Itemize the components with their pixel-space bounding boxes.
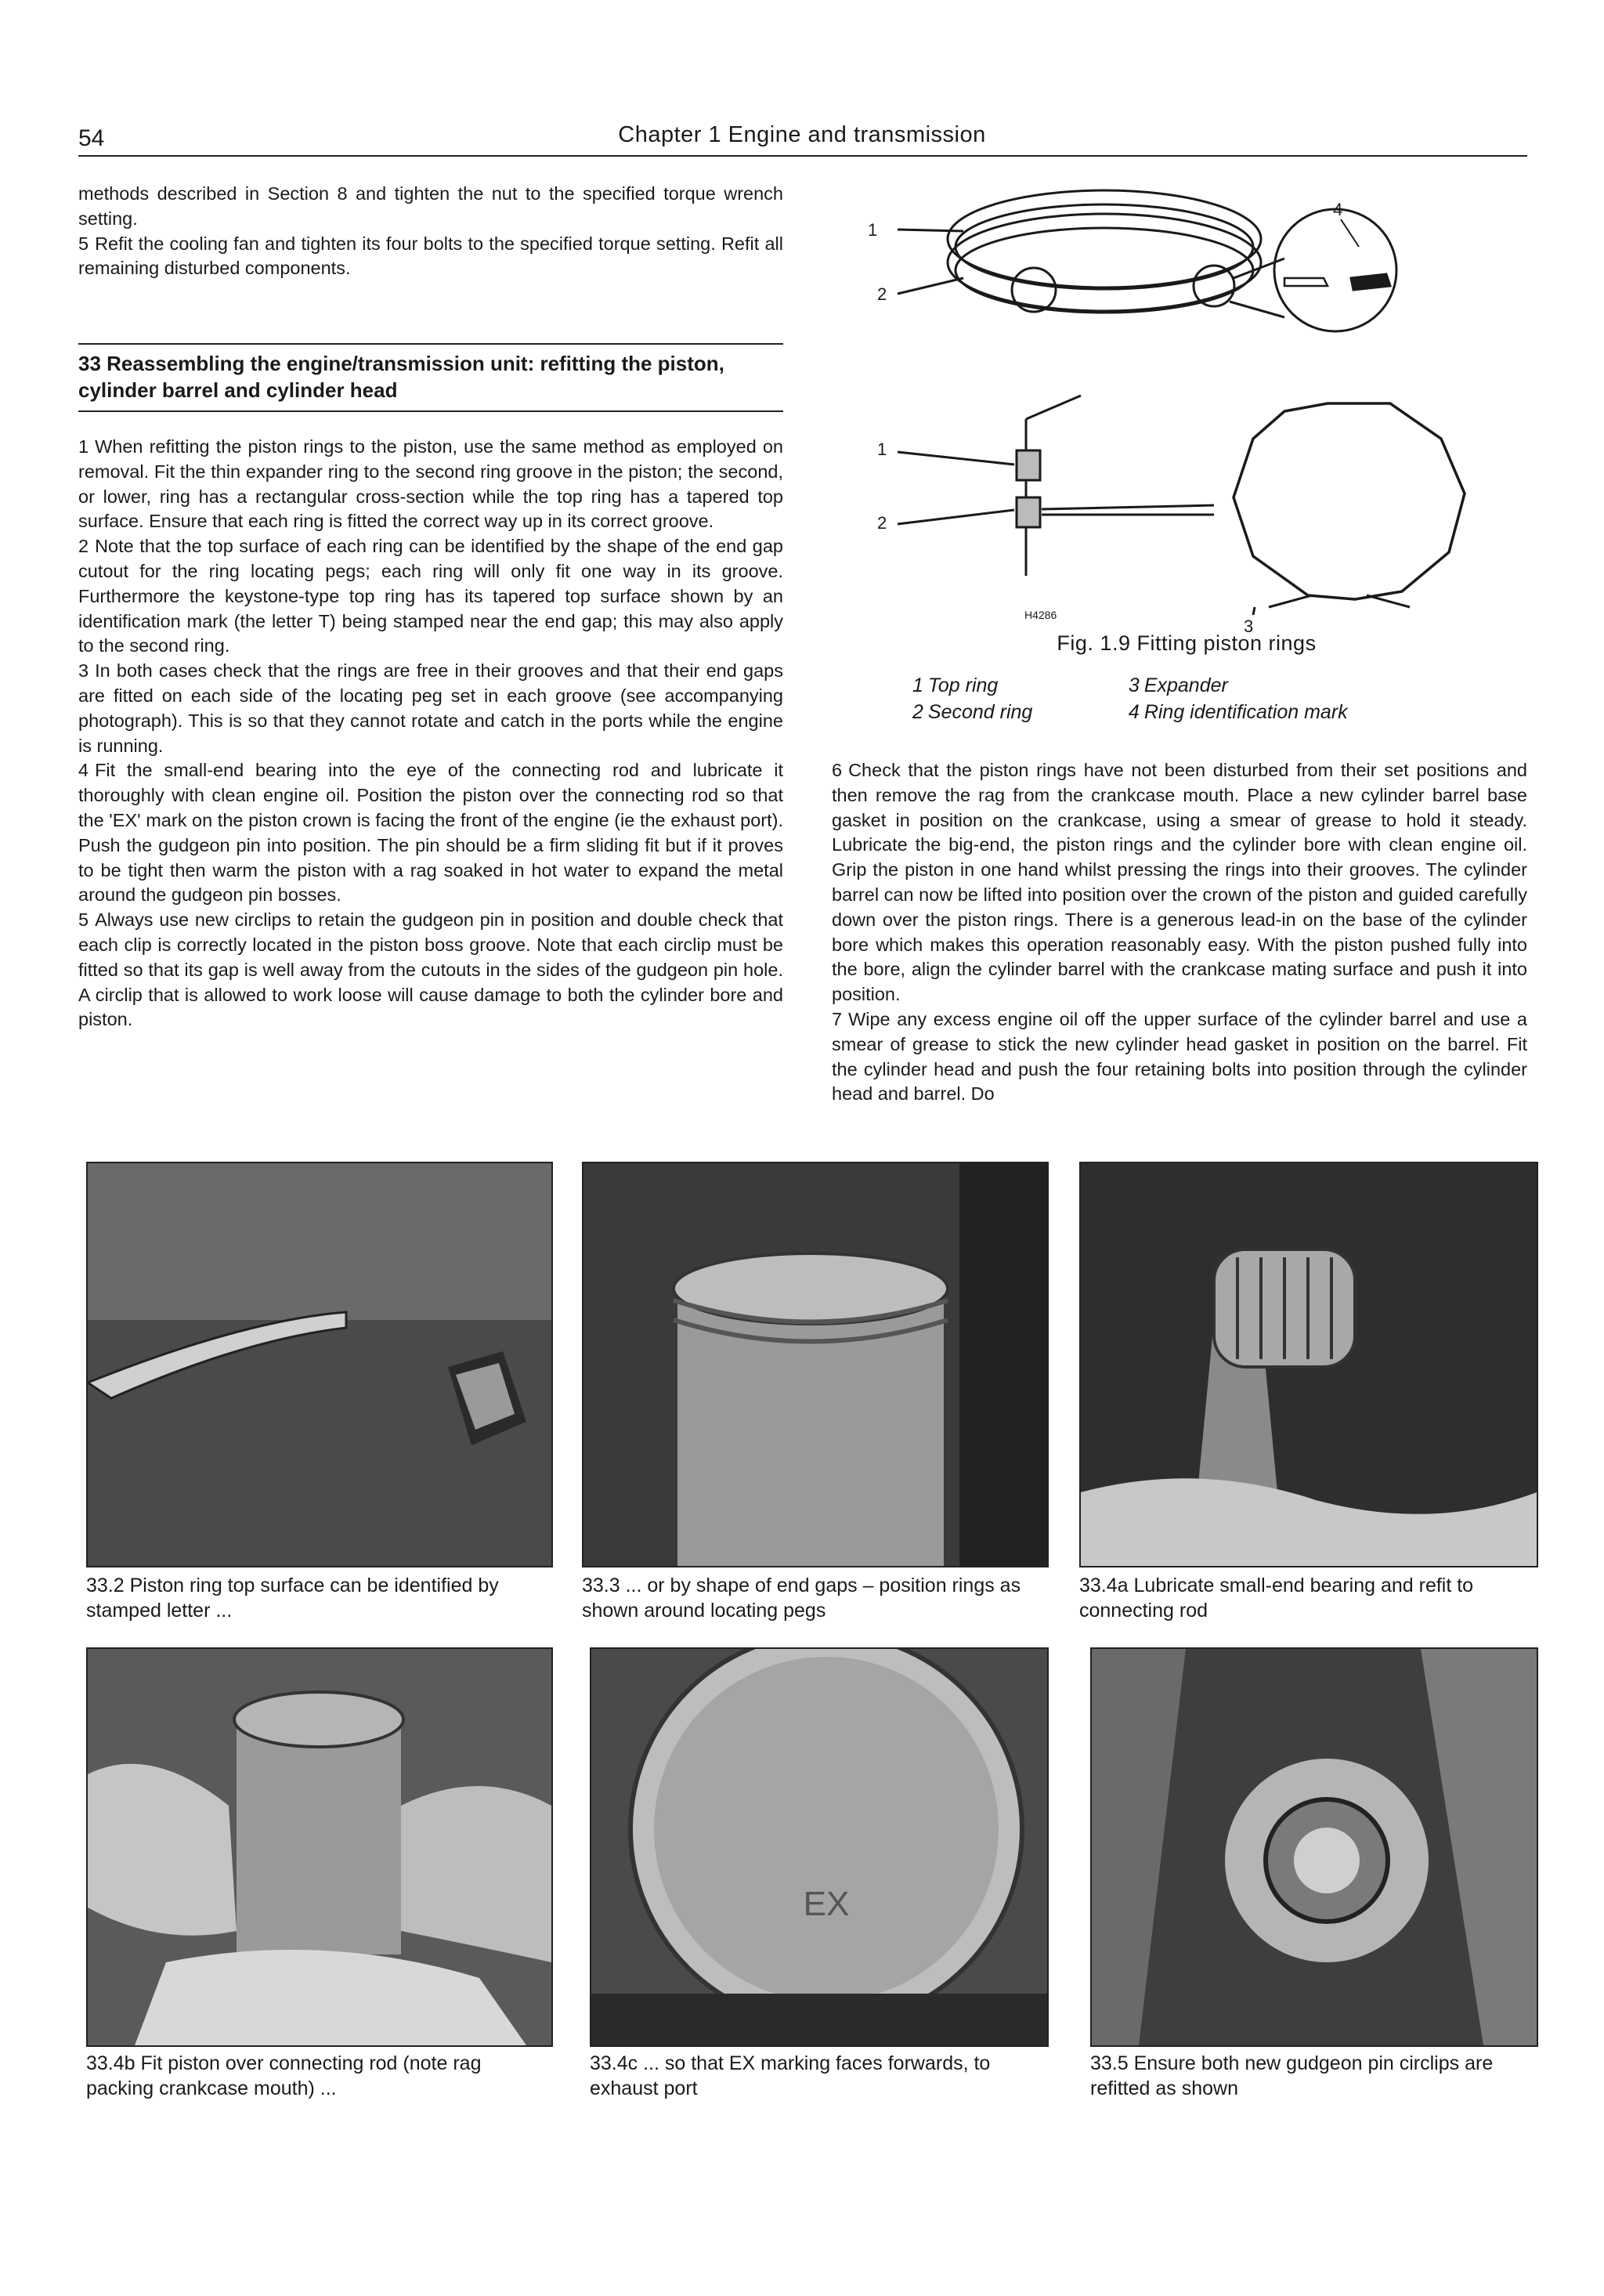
photo-33-4c (590, 1647, 1049, 2047)
section-title: 33 Reassembling the engine/transmission unit: refitting the piston, cylinder barrel and cylinder head (78, 352, 724, 402)
header-rule (78, 155, 1527, 157)
legend-num: 4 (1128, 701, 1140, 723)
legend-num: 2 (912, 701, 923, 723)
figure-caption: Fig. 1.9 Fitting piston rings (1057, 631, 1317, 655)
photo-33-4a (1079, 1162, 1538, 1567)
photo-33-5 (1090, 1647, 1538, 2047)
photo-33-4b (86, 1647, 553, 2047)
photo-caption-33-4c: 33.4c ... so that EX marking faces forwards, to exhaust port (590, 2052, 991, 2099)
callout-1-bottom: 1 (877, 439, 887, 459)
photo-caption-33-3: 33.3 ... or by shape of end gaps – position rings as shown around locating pegs (582, 1575, 1021, 1622)
legend-num: 1 (912, 674, 923, 696)
callout-1-top: 1 (868, 220, 878, 240)
right-column-text (832, 758, 1527, 1107)
section-paragraph: 4 Fit the small-end bearing into the eye of the connecting rod and lubricate it thoroughly with clean engine oil. Position the piston over the connecting rod so that the 'EX' mark on the piston crown is facing the front of the engine (ie the exhaust port). Push the gudgeon pin into position. The pin should be a firm sliding fit but if it proves to be tight then warm the piston with a rag soaked in hot water to expand the metal around the gudgeon pin bosses. (78, 760, 783, 906)
photo-caption-33-5: 33.5 Ensure both new gudgeon pin circlips are refitted as shown (1090, 2052, 1494, 2099)
callout-4: 4 (1333, 200, 1343, 219)
callout-2-top: 2 (877, 284, 887, 304)
figure-legend (912, 672, 1353, 725)
section-rule-top (78, 343, 783, 345)
chapter-title: Chapter 1 Engine and transmission (618, 122, 986, 147)
legend-label: Second ring (927, 701, 1033, 723)
callout-2-bottom: 2 (877, 513, 887, 533)
section-paragraph: 3 In both cases check that the rings are free in their grooves and that their end gaps are fitted on each side of the locating peg set in each groove (see accompanying photograph). This is so that they cannot rotate and catch in the ports while the engine is running. (78, 660, 783, 756)
page-number: 54 (78, 125, 105, 151)
section-rule-bottom (78, 410, 783, 412)
legend-label: Ring identification mark (1143, 701, 1348, 723)
section-paragraph: 1 When refitting the piston rings to the piston, use the same method as employed on removal. Fit the thin expander ring to the second ring groove in the piston; the second, or lower, ring has a rectangular cross-section while the top ring has a tapered top surface. Ensure that each ring is fitted the correct way up in its correct groove. (78, 436, 783, 532)
right-paragraph: 6 Check that the piston rings have not been disturbed from their set positions and then remove the rag from the crankcase mouth. Place a new cylinder barrel base gasket in position on the crankcase, using a smear of grease to hold it steady. Lubricate the big-end, the piston rings and the cylinder bore with clean engine oil. Grip the piston in one hand whilst pressing the rings into their grooves. The cylinder barrel can now be lifted into position over the crown of the piston and guided carefully down over the piston rings. There is a generous lead-in on the base of the cylinder bore which makes this operation reasonably easy. With the piston pushed fully into the bore, align the cylinder barrel with the crankcase mating surface and push it into position. (832, 760, 1527, 1005)
drawing-reference: H4286 (1024, 609, 1057, 621)
ex-mark: EX (803, 1885, 850, 1923)
intro-paragraph-5: 5 Refit the cooling fan and tighten its four bolts to the specified torque setting. Refit all remaining disturbed components. (78, 233, 783, 279)
legend-label: Expander (1143, 674, 1228, 696)
piston-ring-figure (846, 161, 1527, 646)
right-paragraph: 7 Wipe any excess engine oil off the upper surface of the cylinder barrel and use a smear of grease to stick the new cylinder head gasket in position on the barrel. Fit the cylinder head and push the four retaining bolts into position through the cylinder head and barrel. Do (832, 1008, 1527, 1105)
photo-33-2 (86, 1162, 553, 1567)
callout-3: 3 (1244, 616, 1254, 636)
legend-label: Top ring (927, 674, 999, 696)
section-paragraph: 2 Note that the top surface of each ring can be identified by the shape of the end gap cutout for the ring locating pegs; each ring will only fit one way in its groove. Furthermore the keystone-type top ring has its tapered top surface shown by an identification mark (the letter T) being stamped near the end gap; this may also apply to the second ring. (78, 536, 783, 656)
photo-caption-33-2: 33.2 Piston ring top surface can be identified by stamped letter ... (86, 1575, 499, 1622)
photo-caption-33-4b: 33.4b Fit piston over connecting rod (note rag packing crankcase mouth) ... (86, 2052, 482, 2099)
intro-text (78, 182, 783, 281)
section-paragraph: 5 Always use new circlips to retain the gudgeon pin in position and double check that each clip is correctly located in the piston boss groove. Note that each circlip must be fitted so that its gap is well away from the cutouts in the sides of the gudgeon pin hole. A circlip that is allowed to work loose will cause damage to both the cylinder bore and piston. (78, 909, 783, 1030)
photo-33-3 (582, 1162, 1049, 1567)
section-body (78, 435, 783, 1032)
intro-paragraph: methods described in Section 8 and tighten the nut to the specified torque wrench setting. (78, 183, 783, 229)
legend-num: 3 (1128, 674, 1140, 696)
photo-caption-33-4a: 33.4a Lubricate small-end bearing and refit to connecting rod (1079, 1575, 1474, 1622)
